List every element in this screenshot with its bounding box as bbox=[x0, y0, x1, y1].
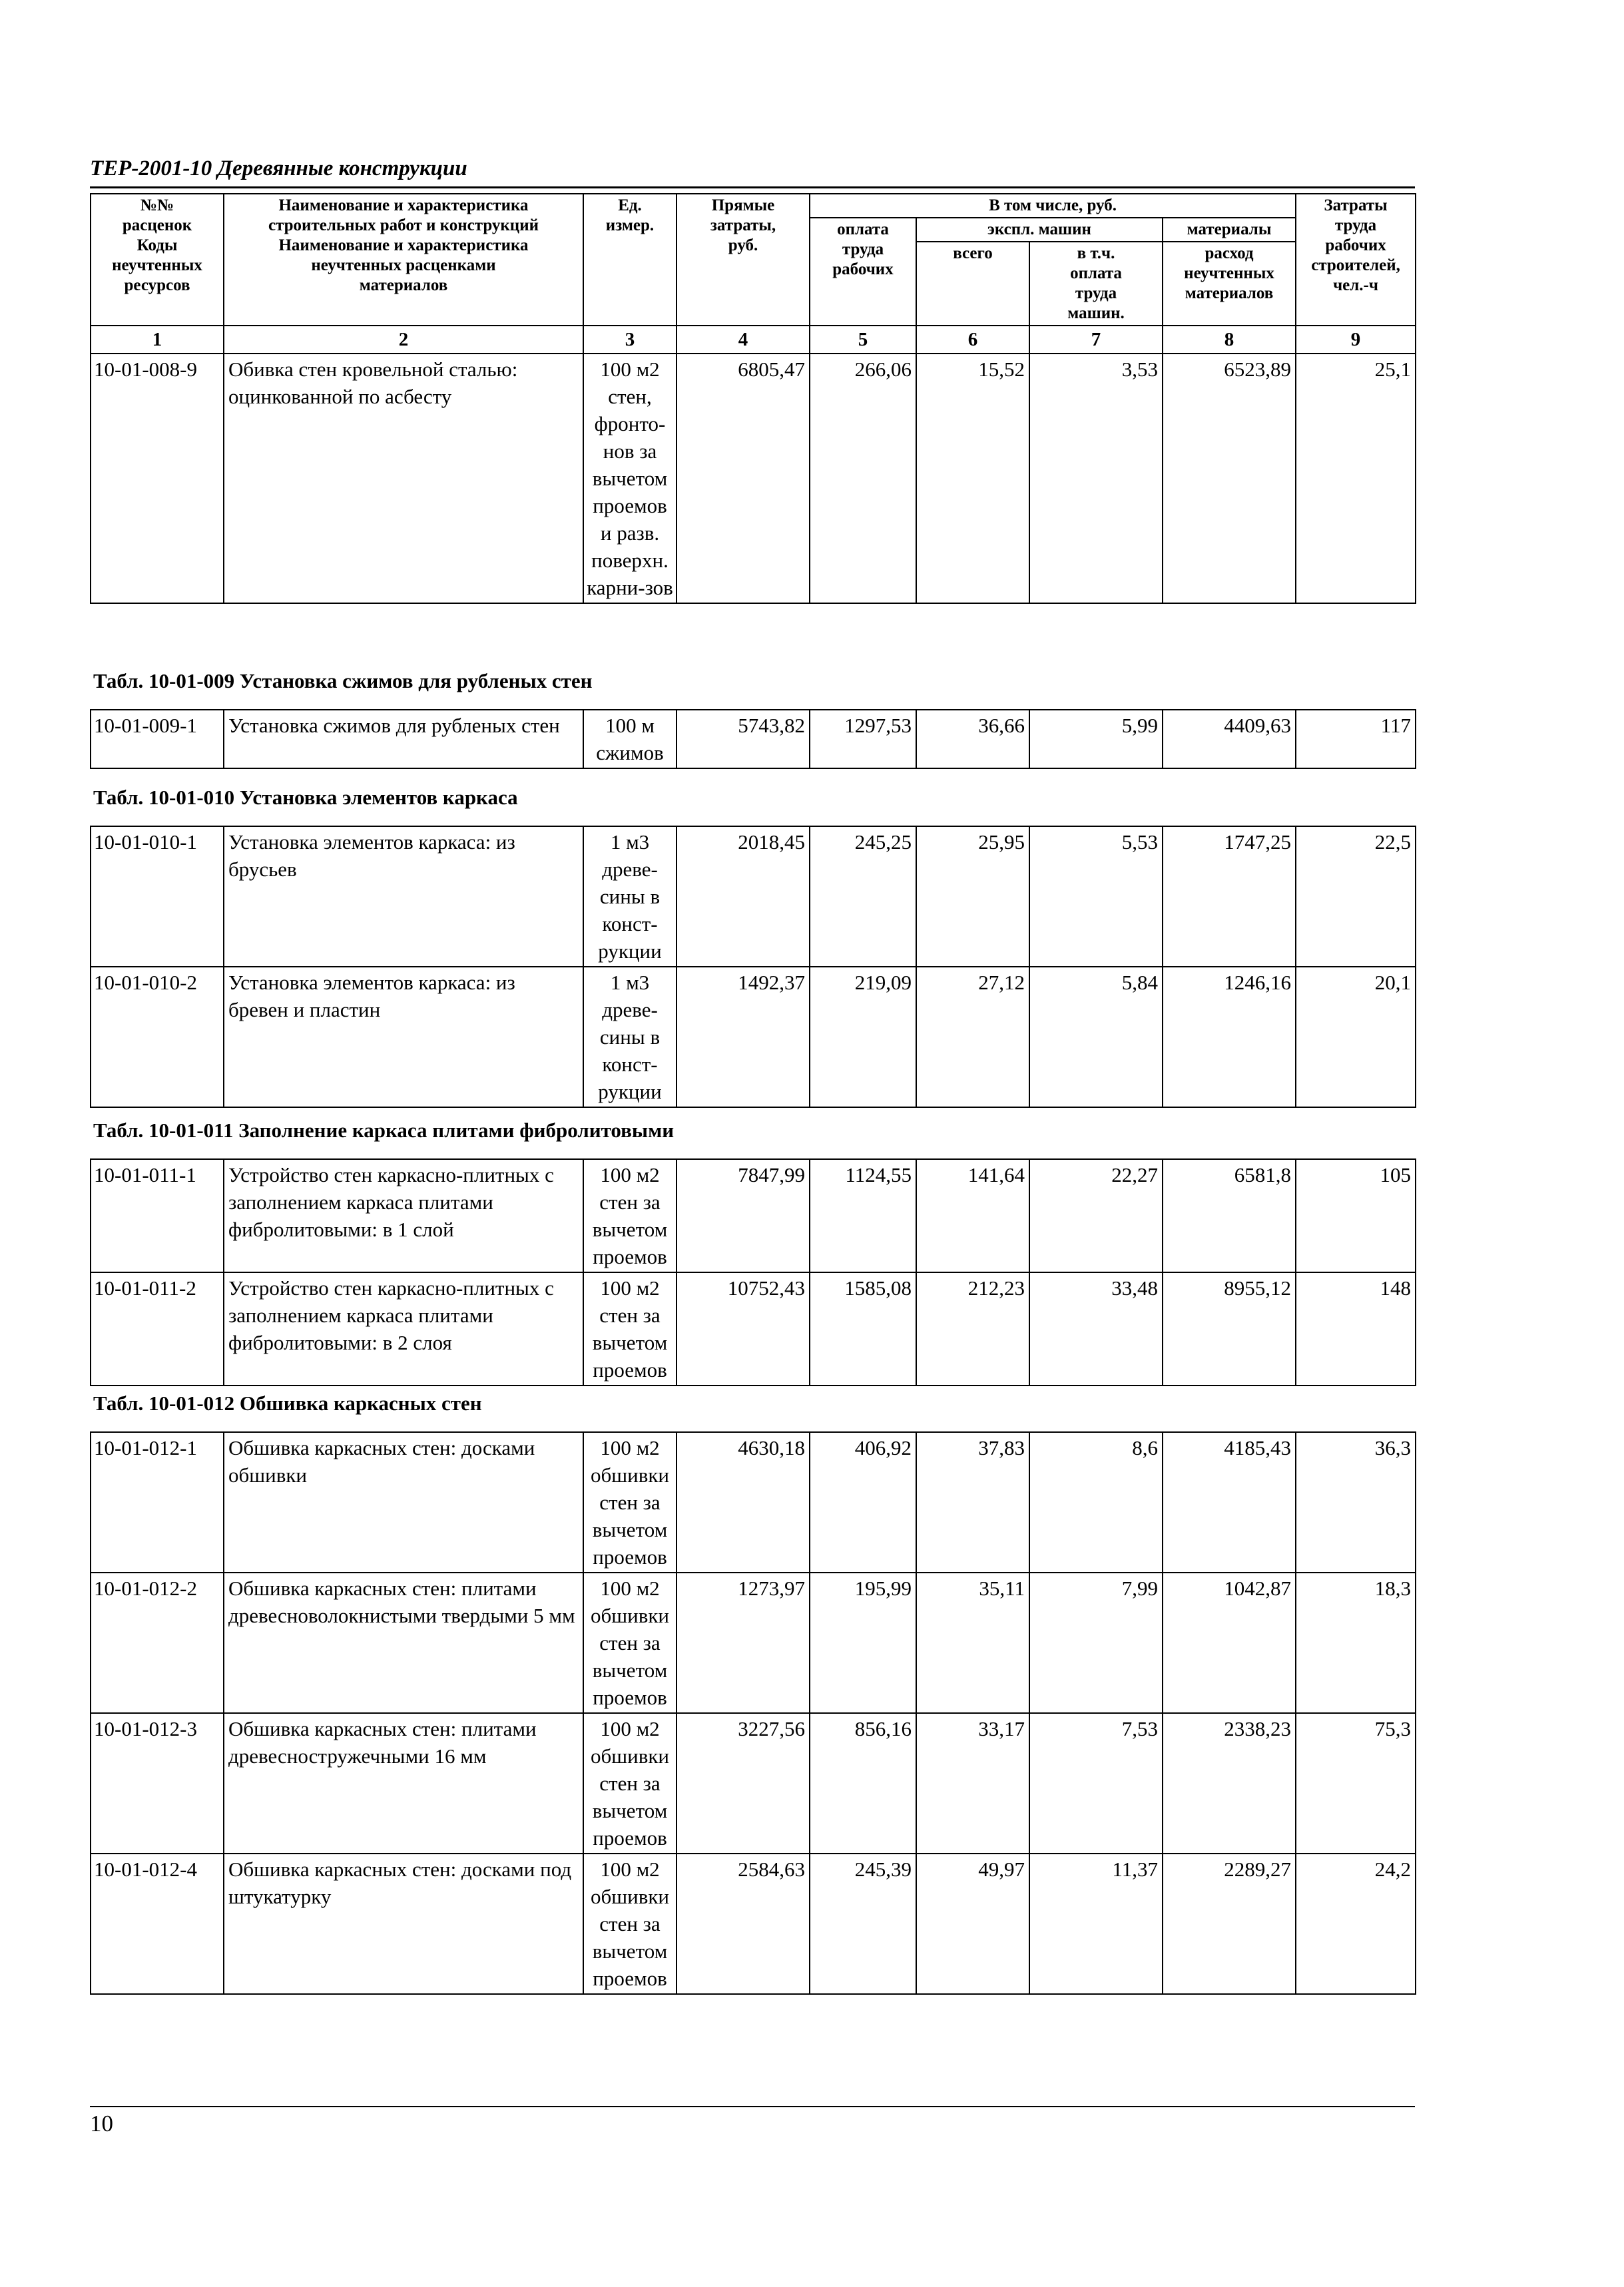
machine-labor: 5,53 bbox=[1029, 826, 1163, 967]
labor-hours: 24,2 bbox=[1296, 1854, 1416, 1994]
footer-rule bbox=[90, 2106, 1415, 2107]
work-name: Обивка стен кровельной сталью: оцинкованной по асбесту bbox=[224, 354, 583, 603]
table-row bbox=[91, 1272, 1416, 1386]
labor-hours: 117 bbox=[1296, 710, 1416, 768]
table-row bbox=[91, 710, 1416, 768]
rate-code: 10-01-008-9 bbox=[91, 354, 224, 603]
labor-hours: 105 bbox=[1296, 1159, 1416, 1272]
direct-cost: 5743,82 bbox=[677, 710, 810, 768]
table-caption: Табл. 10-01-012 Обшивка каркасных стен bbox=[93, 1392, 482, 1415]
machine-total: 36,66 bbox=[916, 710, 1029, 768]
col-unit-header: Ед. измер. bbox=[583, 194, 677, 326]
machine-total: 212,23 bbox=[916, 1272, 1029, 1386]
col-mach-labor-header: в т.ч. оплата труда машин. bbox=[1029, 242, 1163, 326]
direct-cost: 1492,37 bbox=[677, 967, 810, 1107]
materials-cost: 1747,25 bbox=[1163, 826, 1296, 967]
machine-total: 15,52 bbox=[916, 354, 1029, 603]
machine-labor: 8,6 bbox=[1029, 1432, 1163, 1573]
table-row bbox=[91, 1713, 1416, 1854]
rate-code: 10-01-010-1 bbox=[91, 826, 224, 967]
col-number: 7 bbox=[1029, 326, 1163, 354]
rate-code: 10-01-010-2 bbox=[91, 967, 224, 1107]
col-direct-header: Прямые затраты, руб. bbox=[677, 194, 810, 326]
work-name: Устройство стен каркасно-плитных с заполнением каркаса плитами фибролитовыми: в 1 слой bbox=[224, 1159, 583, 1272]
labor-cost: 1297,53 bbox=[810, 710, 916, 768]
col-number: 5 bbox=[810, 326, 916, 354]
machine-total: 25,95 bbox=[916, 826, 1029, 967]
table-row bbox=[91, 826, 1416, 967]
direct-cost: 1273,97 bbox=[677, 1573, 810, 1713]
table-row bbox=[91, 1432, 1416, 1573]
unit: 100 м2 стен, фронто-нов за вычетом проемов и разв. поверхн. карни-зов bbox=[583, 354, 677, 603]
labor-hours: 20,1 bbox=[1296, 967, 1416, 1107]
direct-cost: 2018,45 bbox=[677, 826, 810, 967]
labor-cost: 195,99 bbox=[810, 1573, 916, 1713]
unit: 100 м2 обшивки стен за вычетом проемов bbox=[583, 1854, 677, 1994]
materials-cost: 1042,87 bbox=[1163, 1573, 1296, 1713]
rates-table-012 bbox=[90, 1431, 1416, 1995]
work-name: Установка элементов каркаса: из брусьев bbox=[224, 826, 583, 967]
machine-total: 27,12 bbox=[916, 967, 1029, 1107]
work-name: Установка сжимов для рубленых стен bbox=[224, 710, 583, 768]
machine-total: 141,64 bbox=[916, 1159, 1029, 1272]
machine-labor: 3,53 bbox=[1029, 354, 1163, 603]
rate-code: 10-01-009-1 bbox=[91, 710, 224, 768]
labor-cost: 245,39 bbox=[810, 1854, 916, 1994]
col-hours-header: Затраты труда рабочих строителей, чел.-ч bbox=[1296, 194, 1416, 326]
table-row bbox=[91, 354, 1416, 603]
col-number: 1 bbox=[91, 326, 224, 354]
labor-hours: 36,3 bbox=[1296, 1432, 1416, 1573]
rate-code: 10-01-012-4 bbox=[91, 1854, 224, 1994]
materials-cost: 1246,16 bbox=[1163, 967, 1296, 1107]
unit: 1 м3 древе-сины в конст-рукции bbox=[583, 826, 677, 967]
machine-total: 35,11 bbox=[916, 1573, 1029, 1713]
rate-code: 10-01-011-1 bbox=[91, 1159, 224, 1272]
page-header-title: ТЕР-2001-10 Деревянные конструкции bbox=[90, 156, 467, 180]
unit: 100 м2 стен за вычетом проемов bbox=[583, 1159, 677, 1272]
page-number: 10 bbox=[90, 2111, 113, 2137]
machine-labor: 5,99 bbox=[1029, 710, 1163, 768]
work-name: Обшивка каркасных стен: досками обшивки bbox=[224, 1432, 583, 1573]
col-mat-expense-header: расход неучтенных материалов bbox=[1163, 242, 1296, 326]
labor-hours: 148 bbox=[1296, 1272, 1416, 1386]
labor-cost: 245,25 bbox=[810, 826, 916, 967]
rate-code: 10-01-011-2 bbox=[91, 1272, 224, 1386]
labor-cost: 1585,08 bbox=[810, 1272, 916, 1386]
direct-cost: 7847,99 bbox=[677, 1159, 810, 1272]
labor-hours: 75,3 bbox=[1296, 1713, 1416, 1854]
materials-cost: 6581,8 bbox=[1163, 1159, 1296, 1272]
labor-cost: 219,09 bbox=[810, 967, 916, 1107]
work-name: Обшивка каркасных стен: досками под штукатурку bbox=[224, 1854, 583, 1994]
machine-total: 33,17 bbox=[916, 1713, 1029, 1854]
col-number: 8 bbox=[1163, 326, 1296, 354]
header-rule bbox=[90, 186, 1415, 188]
rate-code: 10-01-012-1 bbox=[91, 1432, 224, 1573]
machine-labor: 7,99 bbox=[1029, 1573, 1163, 1713]
table-caption: Табл. 10-01-011 Заполнение каркаса плитами фибролитовыми bbox=[93, 1119, 675, 1142]
work-name: Установка элементов каркаса: из бревен и пластин bbox=[224, 967, 583, 1107]
materials-cost: 4185,43 bbox=[1163, 1432, 1296, 1573]
labor-cost: 266,06 bbox=[810, 354, 916, 603]
unit: 100 м2 обшивки стен за вычетом проемов bbox=[583, 1573, 677, 1713]
col-number: 6 bbox=[916, 326, 1029, 354]
machine-labor: 33,48 bbox=[1029, 1272, 1163, 1386]
table-row bbox=[91, 1573, 1416, 1713]
machine-total: 49,97 bbox=[916, 1854, 1029, 1994]
rates-table-011 bbox=[90, 1158, 1416, 1386]
unit: 100 м2 обшивки стен за вычетом проемов bbox=[583, 1713, 677, 1854]
table-row bbox=[91, 1159, 1416, 1272]
materials-cost: 8955,12 bbox=[1163, 1272, 1296, 1386]
col-name-header: Наименование и характеристика строительных работ и конструкций Наименование и характеристика неучтенных расценками материалов bbox=[224, 194, 583, 326]
table-caption: Табл. 10-01-009 Установка сжимов для рубленых стен bbox=[93, 669, 593, 692]
materials-cost: 2289,27 bbox=[1163, 1854, 1296, 1994]
work-name: Устройство стен каркасно-плитных с заполнением каркаса плитами фибролитовыми: в 2 слоя bbox=[224, 1272, 583, 1386]
machine-labor: 5,84 bbox=[1029, 967, 1163, 1107]
materials-cost: 6523,89 bbox=[1163, 354, 1296, 603]
col-group-header: В том числе, руб. bbox=[810, 194, 1296, 218]
col-machines-header: экспл. машин bbox=[916, 218, 1163, 242]
col-code-header: №№ расценок Коды неучтенных ресурсов bbox=[91, 194, 224, 326]
rates-table-010 bbox=[90, 826, 1416, 1108]
table-row bbox=[91, 1854, 1416, 1994]
labor-cost: 1124,55 bbox=[810, 1159, 916, 1272]
direct-cost: 2584,63 bbox=[677, 1854, 810, 1994]
labor-hours: 18,3 bbox=[1296, 1573, 1416, 1713]
materials-cost: 4409,63 bbox=[1163, 710, 1296, 768]
unit: 100 м сжимов bbox=[583, 710, 677, 768]
col-labor-header: оплата труда рабочих bbox=[810, 218, 916, 326]
rates-table-009 bbox=[90, 709, 1416, 769]
unit: 100 м2 обшивки стен за вычетом проемов bbox=[583, 1432, 677, 1573]
labor-hours: 22,5 bbox=[1296, 826, 1416, 967]
direct-cost: 4630,18 bbox=[677, 1432, 810, 1573]
unit: 100 м2 стен за вычетом проемов bbox=[583, 1272, 677, 1386]
labor-hours: 25,1 bbox=[1296, 354, 1416, 603]
col-number: 2 bbox=[224, 326, 583, 354]
rate-code: 10-01-012-3 bbox=[91, 1713, 224, 1854]
machine-labor: 11,37 bbox=[1029, 1854, 1163, 1994]
labor-cost: 856,16 bbox=[810, 1713, 916, 1854]
rate-code: 10-01-012-2 bbox=[91, 1573, 224, 1713]
direct-cost: 3227,56 bbox=[677, 1713, 810, 1854]
work-name: Обшивка каркасных стен: плитами древесностружечными 16 мм bbox=[224, 1713, 583, 1854]
work-name: Обшивка каркасных стен: плитами древесноволокнистыми твердыми 5 мм bbox=[224, 1573, 583, 1713]
machine-total: 37,83 bbox=[916, 1432, 1029, 1573]
table-row bbox=[91, 967, 1416, 1107]
col-mach-total-header: всего bbox=[916, 242, 1029, 326]
direct-cost: 10752,43 bbox=[677, 1272, 810, 1386]
col-number: 4 bbox=[677, 326, 810, 354]
direct-cost: 6805,47 bbox=[677, 354, 810, 603]
machine-labor: 7,53 bbox=[1029, 1713, 1163, 1854]
col-number: 3 bbox=[583, 326, 677, 354]
col-number: 9 bbox=[1296, 326, 1416, 354]
rates-header-table bbox=[90, 193, 1416, 604]
materials-cost: 2338,23 bbox=[1163, 1713, 1296, 1854]
labor-cost: 406,92 bbox=[810, 1432, 916, 1573]
machine-labor: 22,27 bbox=[1029, 1159, 1163, 1272]
unit: 1 м3 древе-сины в конст-рукции bbox=[583, 967, 677, 1107]
col-materials-header: материалы bbox=[1163, 218, 1296, 242]
table-caption: Табл. 10-01-010 Установка элементов каркаса bbox=[93, 786, 518, 809]
